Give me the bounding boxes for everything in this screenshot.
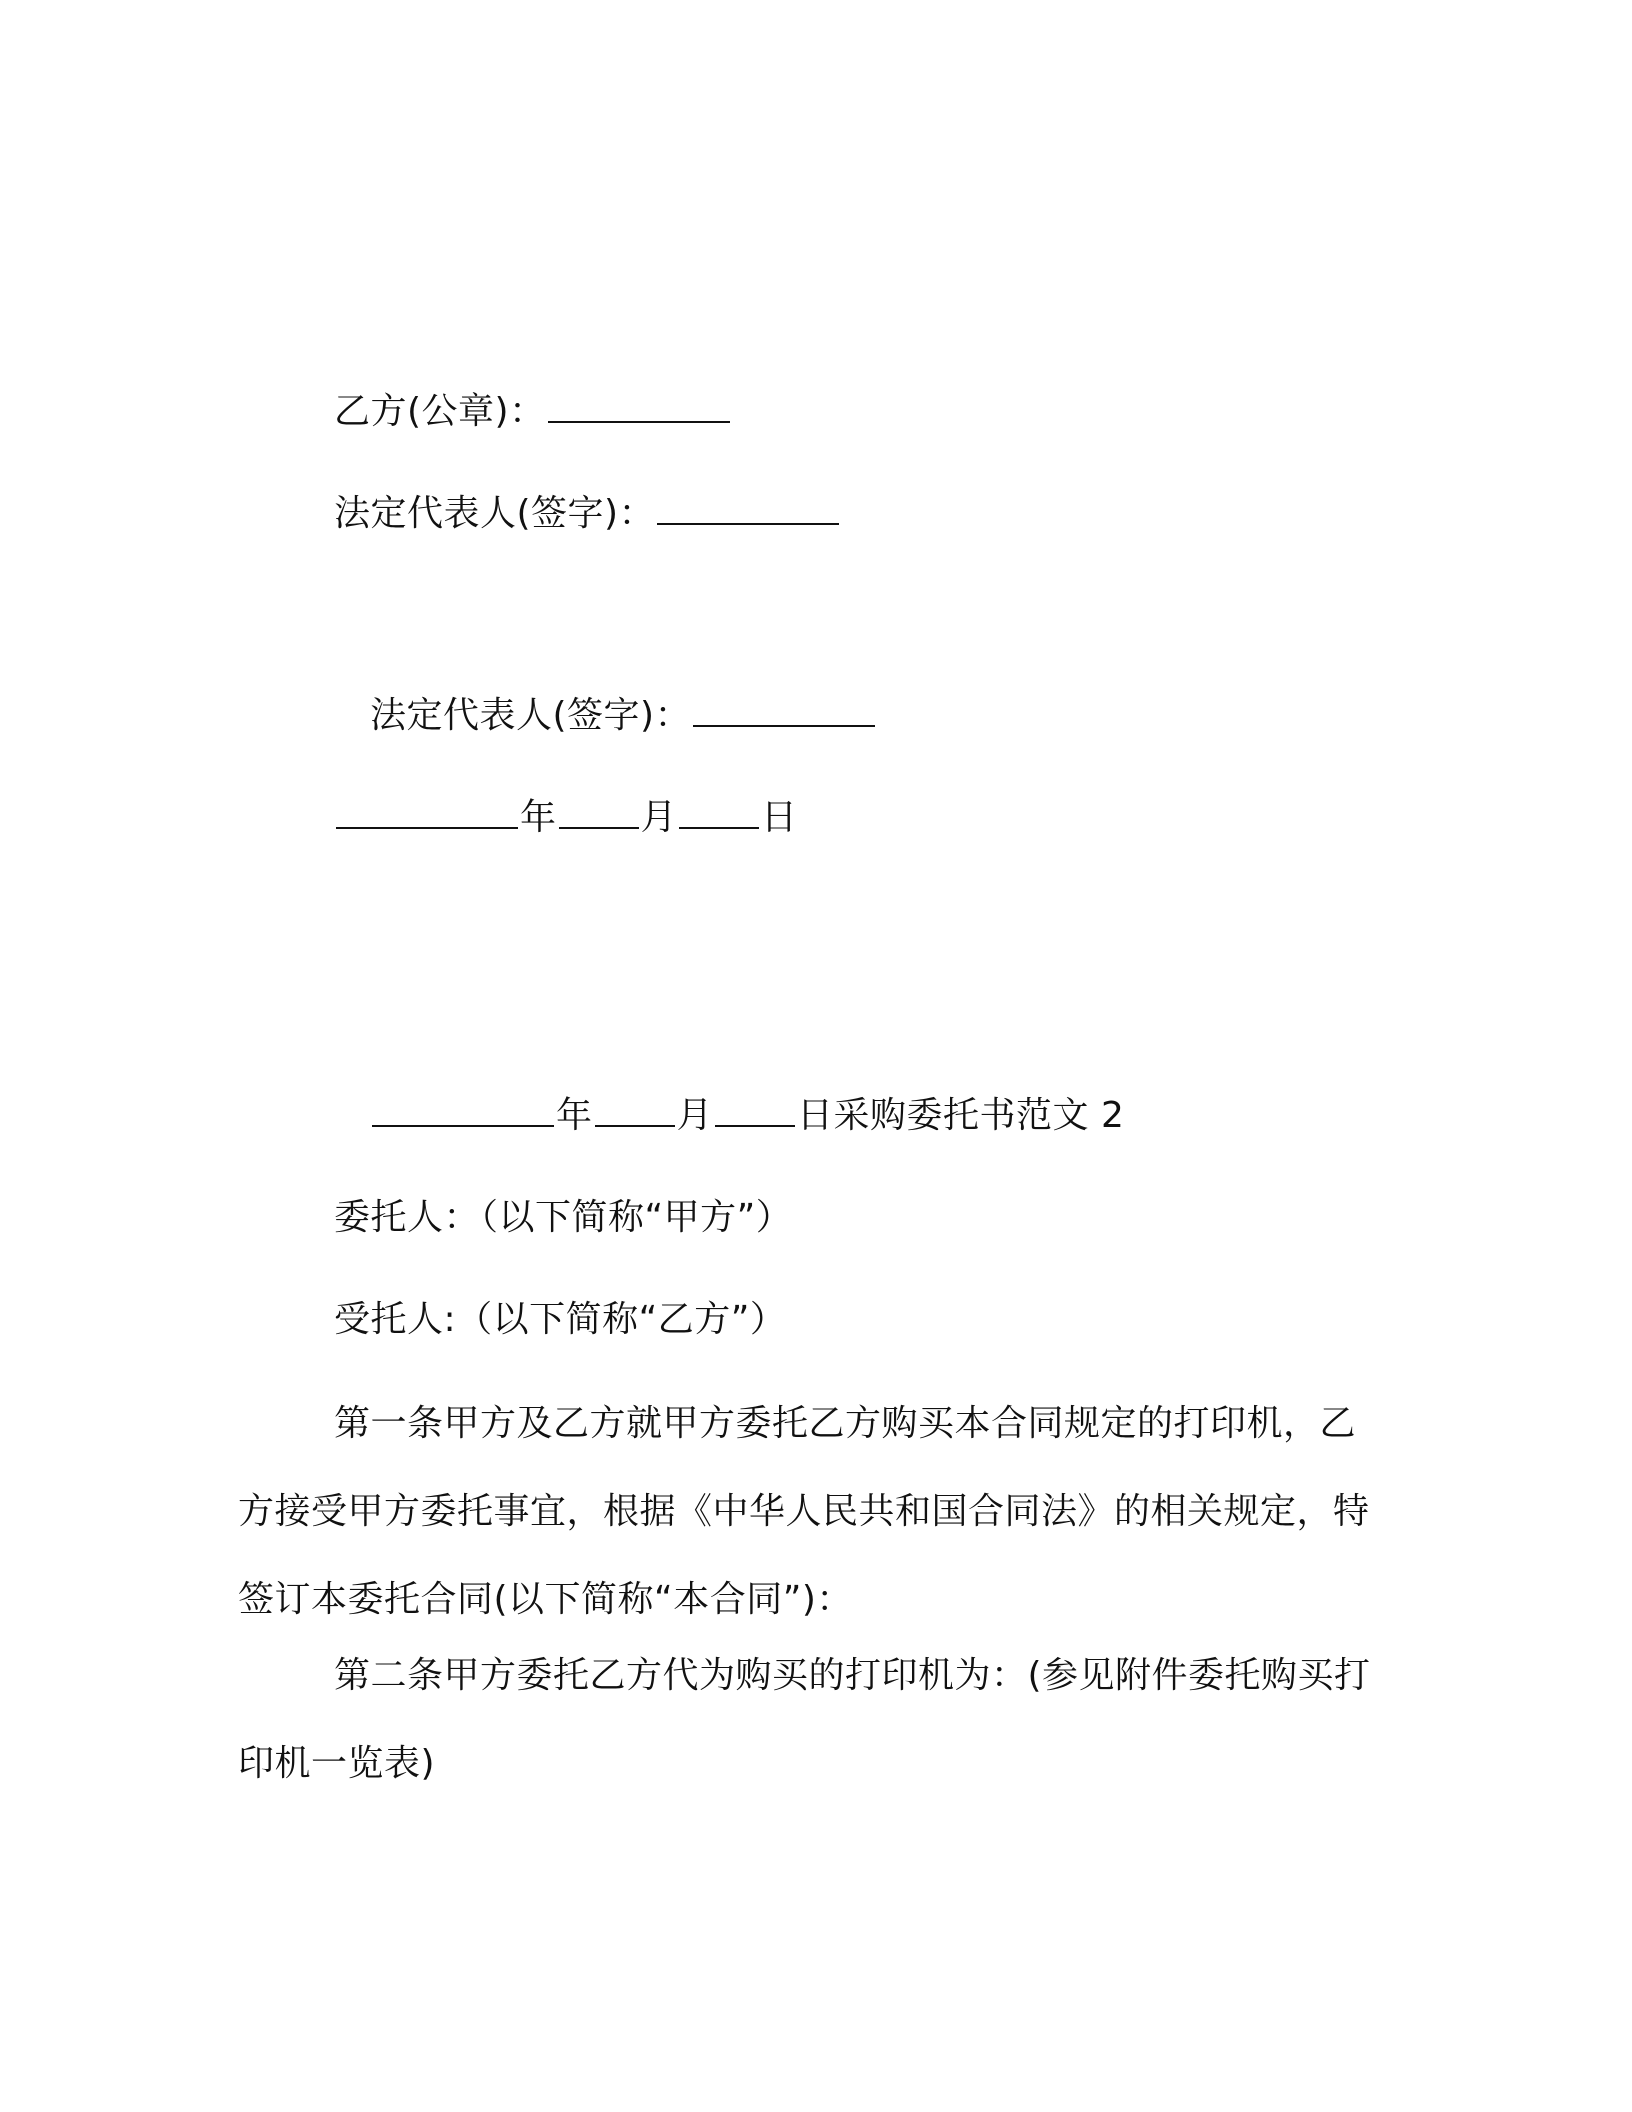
heading-year-label: 年	[556, 1095, 593, 1136]
date-year-blank[interactable]	[336, 797, 518, 829]
date-month-blank[interactable]	[559, 797, 639, 829]
heading-month-label: 月	[676, 1095, 714, 1136]
article-2-paragraph: 第二条甲方委托乙方代为购买的打印机为：(参见附件委托购买打印机一览表)	[238, 1655, 1371, 1784]
legal-rep-sign-line-2	[370, 694, 877, 738]
heading-year-blank[interactable]	[372, 1095, 554, 1127]
party-b-seal-label: 乙方(公章)：	[334, 391, 546, 432]
date-day-blank[interactable]	[679, 797, 759, 829]
date-year-label: 年	[520, 797, 557, 838]
agent-line: 受托人:（以下简称“乙方”）	[334, 1299, 787, 1340]
party-b-seal-line	[334, 390, 732, 434]
legal-rep-sign-blank-2[interactable]	[693, 695, 875, 727]
heading-title: 日采购委托书范文 2	[797, 1095, 1125, 1136]
legal-rep-sign-label-1: 法定代表人(签字)：	[334, 493, 656, 534]
heading-day-blank[interactable]	[715, 1095, 795, 1127]
section-heading	[370, 1094, 1124, 1138]
principal-line: 委托人：（以下简称“甲方”）	[334, 1197, 793, 1238]
heading-month-blank[interactable]	[595, 1095, 675, 1127]
date-month-label: 月	[640, 797, 678, 838]
legal-rep-sign-blank-1[interactable]	[657, 493, 839, 525]
legal-rep-sign-label-2: 法定代表人(签字)：	[370, 695, 692, 736]
legal-rep-sign-line-1	[334, 492, 841, 536]
signing-date-line	[334, 796, 798, 840]
article-1-paragraph: 第一条甲方及乙方就甲方委托乙方购买本合同规定的打印机，乙方接受甲方委托事宜，根据《中华人民共和国合同法》的相关规定，特签订本委托合同(以下简称“本合同”)：	[238, 1403, 1370, 1620]
date-day-label: 日	[761, 797, 798, 838]
party-b-seal-blank[interactable]	[548, 391, 730, 423]
